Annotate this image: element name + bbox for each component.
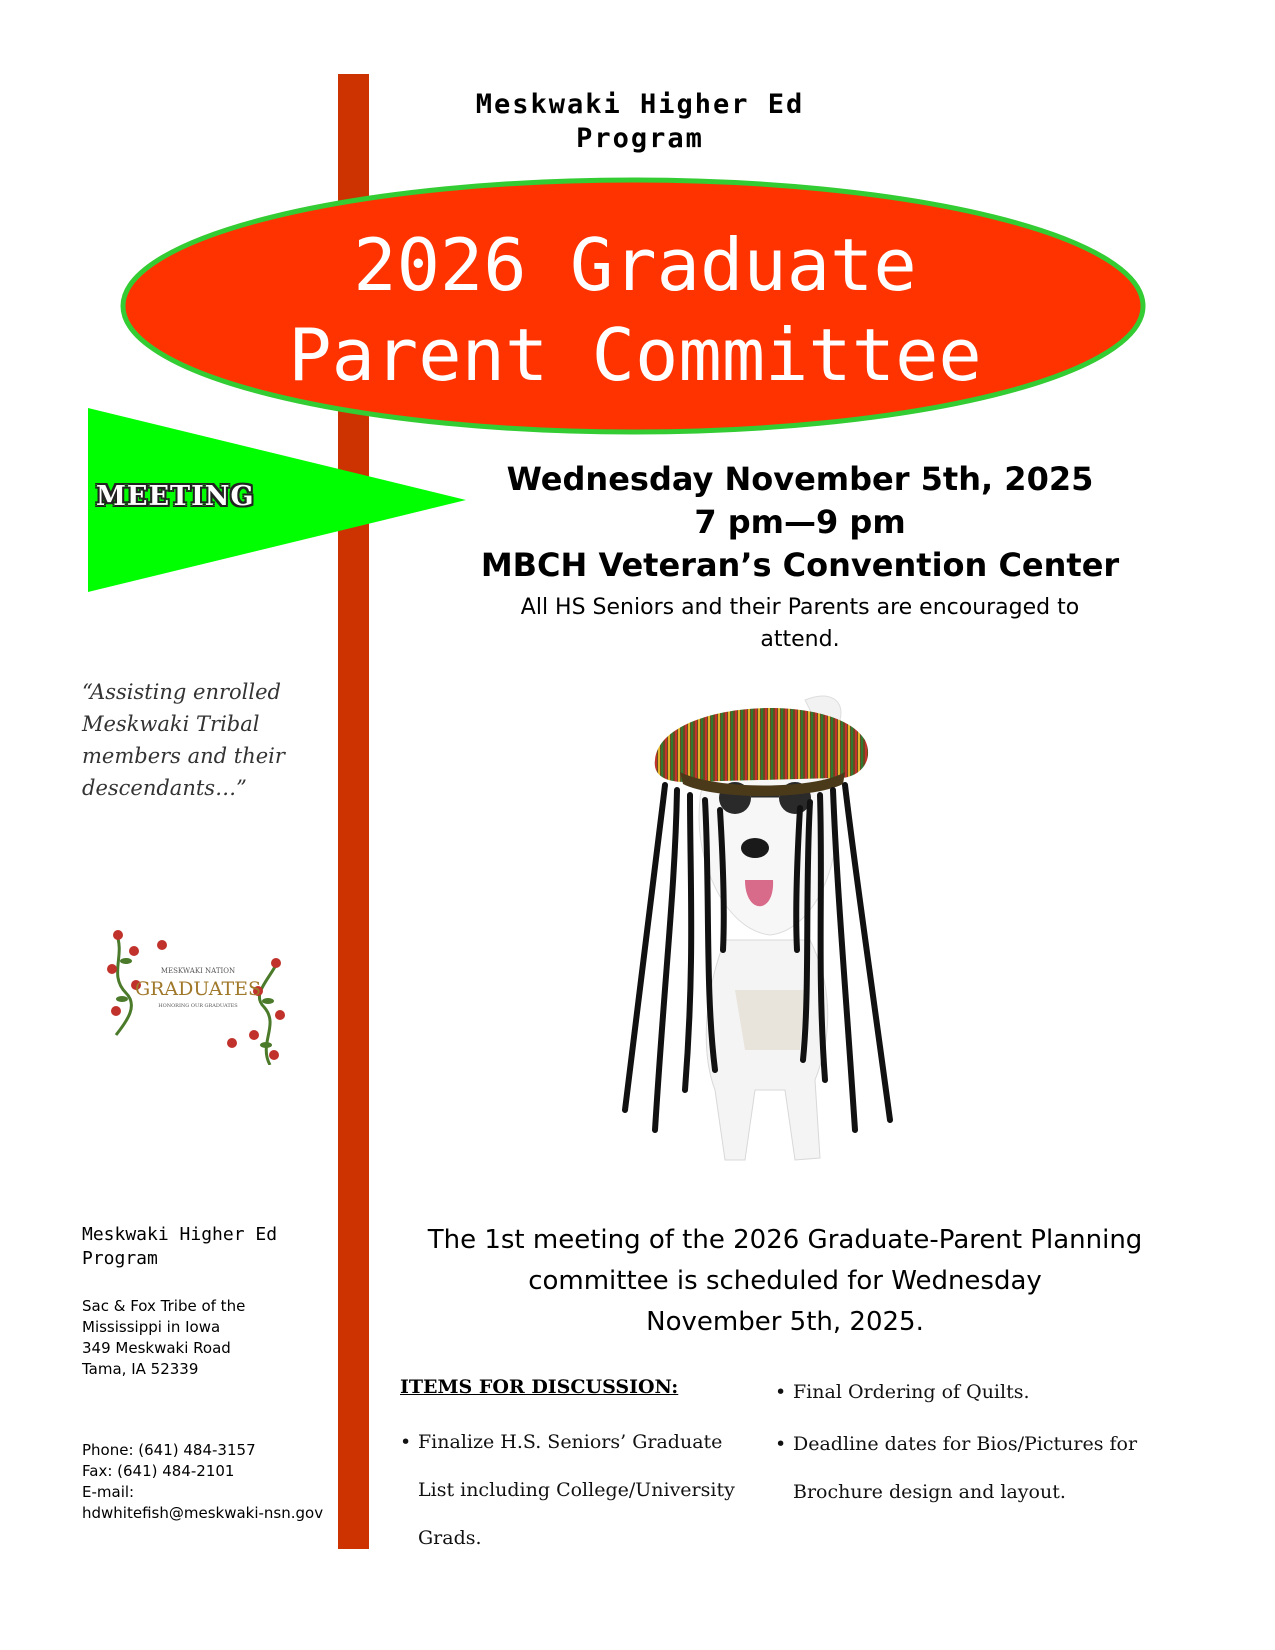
contact-program-name: Meskwaki Higher Ed Program	[82, 1224, 278, 1269]
discussion-item-text: Finalize H.S. Seniors’ Graduate List including College/University Grads.	[418, 1431, 735, 1549]
tagline-quote: “Assisting enrolled Meskwaki Tribal members and their descendants…”	[82, 680, 285, 800]
event-venue: MBCH Veteran’s Convention Center	[480, 546, 1120, 584]
program-title: Meskwaki Higher Ed Program	[475, 89, 805, 154]
discussion-item-text: Final Ordering of Quilts.	[793, 1381, 1030, 1403]
logo-sub-text: HONORING OUR GRADUATES	[158, 1003, 238, 1009]
bullet-icon: •	[775, 1381, 787, 1403]
event-date: Wednesday November 5th, 2025	[506, 460, 1094, 498]
discussion-item	[400, 1418, 770, 1562]
discussion-item-text: Deadline dates for Bios/Pictures for Brochure design and layout.	[793, 1433, 1138, 1503]
meeting-announcement: The 1st meeting of the 2026 Graduate-Parent Planning committee is scheduled for Wednesday November 5th, 2025.	[427, 1225, 1143, 1337]
contact-address: Sac & Fox Tribe of the Mississippi in Iowa 349 Meskwaki Road Tama, IA 52339	[82, 1297, 246, 1378]
bullet-icon: •	[775, 1433, 787, 1455]
graduates-logo	[98, 925, 298, 1065]
bullet-icon: •	[400, 1431, 412, 1453]
main-title: 2026 Graduate Parent Committee	[288, 223, 982, 397]
meeting-label: MEETING	[96, 481, 255, 512]
dog-in-hat-photo	[605, 690, 915, 1195]
event-note: All HS Seniors and their Parents are encouraged to attend.	[520, 595, 1080, 652]
discussion-item	[775, 1368, 1185, 1416]
logo-main-text: GRADUATES	[134, 978, 262, 1000]
logo-top-text: MESKWAKI NATION	[160, 967, 236, 975]
contact-phone-email: Phone: (641) 484-3157 Fax: (641) 484-2101 E-mail: hdwhitefish@meskwaki-nsn.gov	[82, 1441, 324, 1522]
event-time: 7 pm—9 pm	[694, 503, 906, 541]
discussion-item	[775, 1420, 1185, 1516]
items-heading: ITEMS FOR DISCUSSION:	[400, 1376, 679, 1398]
